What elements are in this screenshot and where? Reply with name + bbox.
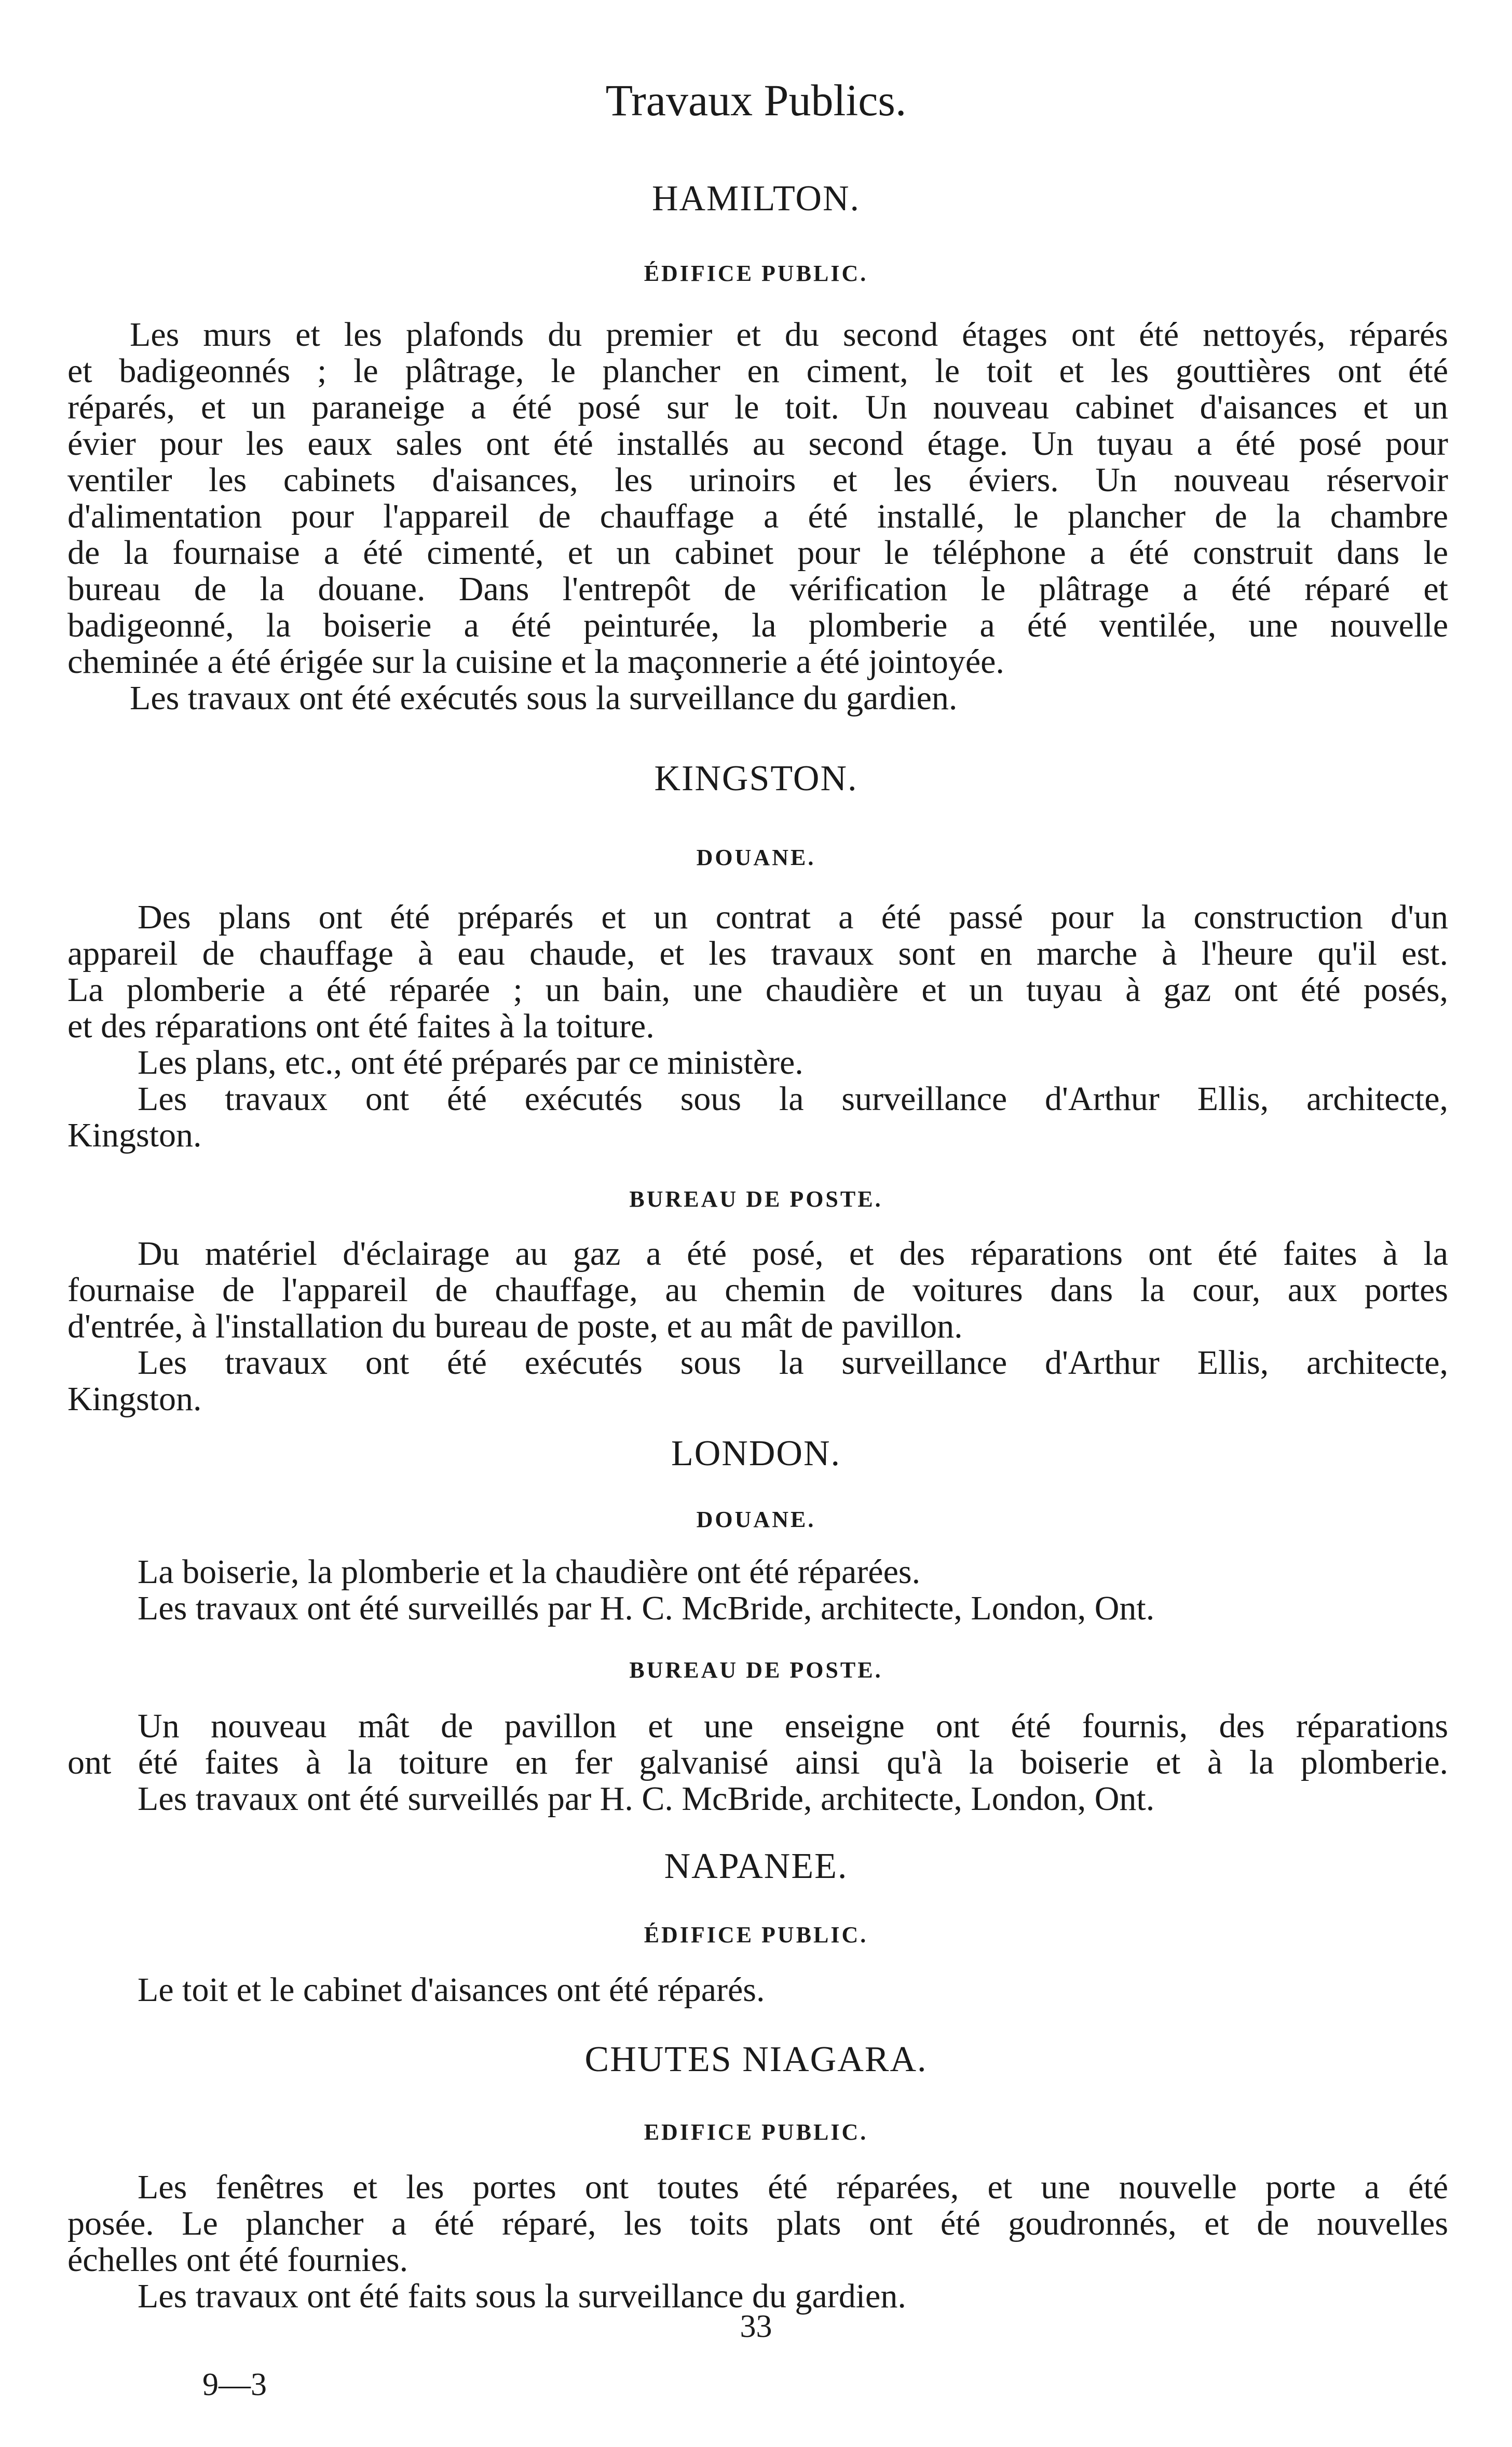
- text-line: bureau de la douane. Dans l'entrepôt de vérification le plâtrage a été réparé et: [67, 570, 1448, 608]
- text-line: fournaise de l'appareil de chauffage, au chemin de voitures dans la cour, aux portes: [67, 1271, 1448, 1309]
- text-line: Les travaux ont été exécutés sous la surveillance d'Arthur Ellis, architecte,: [138, 1344, 1448, 1382]
- text-line: Kingston.: [67, 1116, 202, 1154]
- text-line: appareil de chauffage à eau chaude, et les travaux sont en marche à l'heure qu'il est.: [67, 935, 1448, 972]
- text-line: évier pour les eaux sales ont été installés au second étage. Un tuyau a été posé pour: [67, 425, 1448, 463]
- text-line: Les travaux ont été faits sous la surveillance du gardien.: [138, 2277, 906, 2315]
- text-line: Des plans ont été préparés et un contrat a été passé pour la construction d'un: [138, 898, 1448, 936]
- text-line: ont été faites à la toiture en fer galvanisé ainsi qu'à la boiserie et à la plomberie.: [67, 1743, 1448, 1781]
- signature-mark: 9—3: [202, 2367, 267, 2402]
- text-line: et badigeonnés ; le plâtrage, le plancher en ciment, le toit et les gouttières ont été: [67, 352, 1448, 390]
- subheading-bureau-de-poste: BUREAU DE POSTE.: [629, 1657, 883, 1683]
- text-line: badigeonné, la boiserie a été peinturée, la plomberie a été ventilée, une nouvelle: [67, 606, 1448, 644]
- text-line: cheminée a été érigée sur la cuisine et la maçonnerie a été jointoyée.: [67, 643, 1004, 681]
- subheading-edifice-public: ÉDIFICE PUBLIC.: [644, 261, 868, 286]
- section-heading-chutes-niagara: CHUTES NIAGARA.: [584, 2039, 928, 2079]
- text-line: d'entrée, à l'installation du bureau de poste, et au mât de pavillon.: [67, 1307, 963, 1345]
- text-line: Les murs et les plafonds du premier et du second étages ont été nettoyés, réparés: [130, 316, 1448, 354]
- text-line: échelles ont été fournies.: [67, 2241, 408, 2279]
- page-title: Travaux Publics.: [605, 75, 907, 125]
- subheading-douane: DOUANE.: [696, 1507, 816, 1532]
- text-line: Les travaux ont été surveillés par H. C. McBride, architecte, London, Ont.: [138, 1780, 1155, 1818]
- text-line: de la fournaise a été cimenté, et un cabinet pour le téléphone a été construit dans le: [67, 534, 1448, 572]
- subheading-douane: DOUANE.: [696, 845, 816, 870]
- page-number: 33: [740, 2309, 772, 2344]
- text-line: Les fenêtres et les portes ont toutes été réparées, et une nouvelle porte a été: [138, 2168, 1448, 2206]
- text-line: et des réparations ont été faites à la toiture.: [67, 1007, 655, 1045]
- text-line: La boiserie, la plomberie et la chaudière ont été réparées.: [138, 1553, 921, 1591]
- text-line: Le toit et le cabinet d'aisances ont été réparés.: [138, 1971, 765, 2009]
- section-heading-kingston: KINGSTON.: [654, 759, 858, 799]
- subheading-edifice-public: EDIFICE PUBLIC.: [644, 2119, 868, 2145]
- subheading-bureau-de-poste: BUREAU DE POSTE.: [629, 1186, 883, 1212]
- text-line: Un nouveau mât de pavillon et une enseigne ont été fournis, des réparations: [138, 1707, 1448, 1745]
- text-line: Les travaux ont été surveillés par H. C. McBride, architecte, London, Ont.: [138, 1589, 1155, 1627]
- text-line: d'alimentation pour l'appareil de chauffage a été installé, le plancher de la chambre: [67, 497, 1448, 535]
- text-line: Les travaux ont été exécutés sous la surveillance d'Arthur Ellis, architecte,: [138, 1080, 1448, 1118]
- text-line: Du matériel d'éclairage au gaz a été posé, et des réparations ont été faites à la: [138, 1235, 1448, 1273]
- section-heading-hamilton: HAMILTON.: [651, 179, 861, 219]
- text-line: posée. Le plancher a été réparé, les toits plats ont été goudronnés, et de nouvelles: [67, 2205, 1448, 2242]
- section-heading-london: LONDON.: [671, 1434, 841, 1473]
- text-line: Les travaux ont été exécutés sous la surveillance du gardien.: [130, 679, 958, 717]
- text-line: Les plans, etc., ont été préparés par ce ministère.: [138, 1044, 803, 1081]
- text-line: réparés, et un paraneige a été posé sur le toit. Un nouveau cabinet d'aisances et un: [67, 388, 1448, 426]
- section-heading-napanee: NAPANEE.: [664, 1846, 848, 1886]
- text-line: ventiler les cabinets d'aisances, les urinoirs et les éviers. Un nouveau réservoir: [67, 461, 1448, 499]
- text-line: Kingston.: [67, 1380, 202, 1418]
- subheading-edifice-public: ÉDIFICE PUBLIC.: [644, 1922, 868, 1948]
- text-line: La plomberie a été réparée ; un bain, une chaudière et un tuyau à gaz ont été posés,: [67, 971, 1448, 1009]
